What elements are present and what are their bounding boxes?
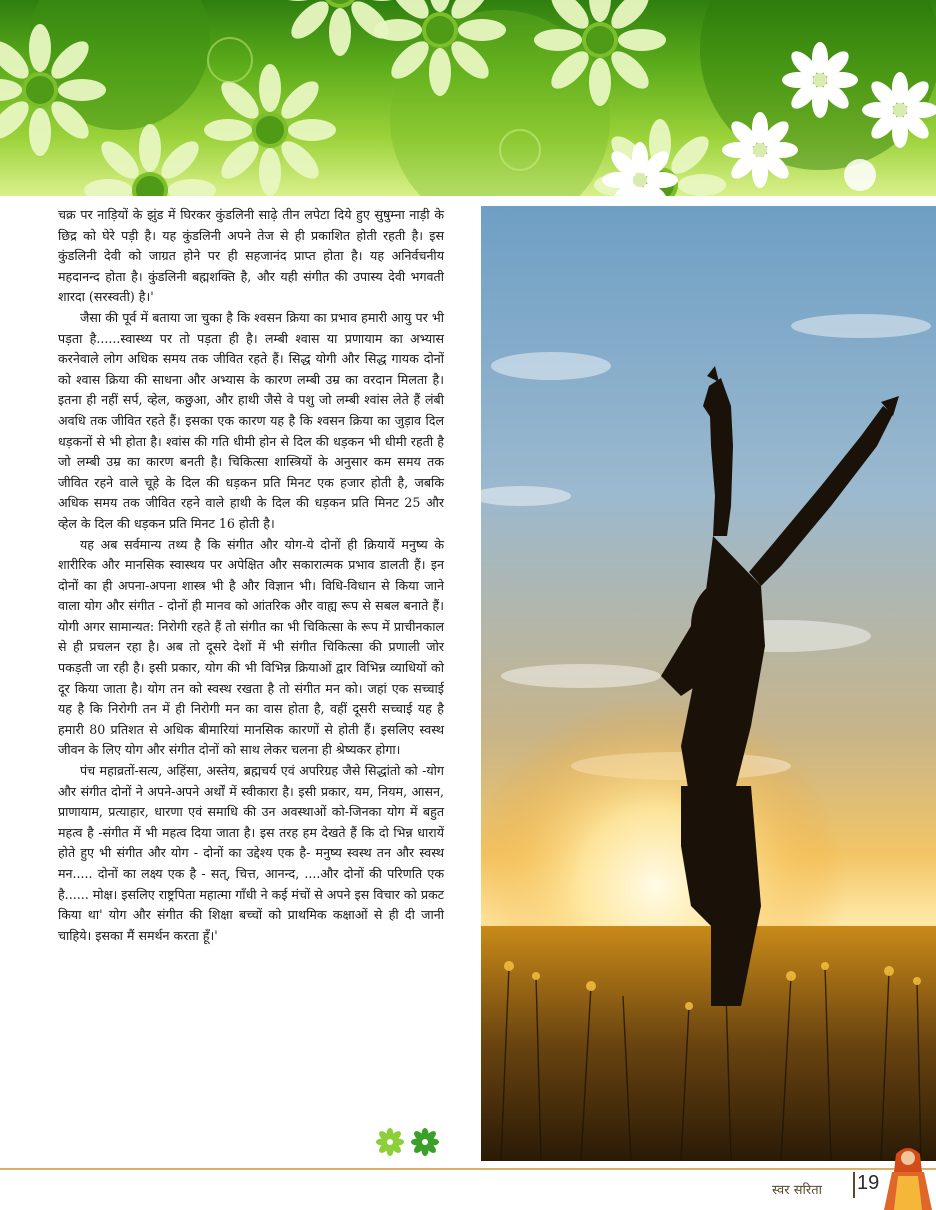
paragraph-4: पंच महाव्रतों-सत्य, अहिंसा, अस्तेय, ब्रह्मचर्य एवं अपरिग्रह जैसे सिद्धांतो को -योग और संगीत दोनों ने अपने-अपने अर्थों में स्वीकारा है। इसी प्रकार, यम, नियम, आसन, प्राणायाम, प्रत्याहार, धारणा एवं समाधि की उन अवस्थाओं को-जिनका योग में बहुत महत्व है -संगीत में भी महत्व दिया जाता है। इस तरह हम देखते हैं कि दो भिन्न धारायें होते हुए भी संगीत और योग - दोनों का उद्देश्य एक है- मनुष्य स्वस्थ तन और स्वस्थ मन..... दोनों का लक्ष्य एक है - सत्, चित्त, आनन्द, ....और दोनों की परिणति एक है...... मोक्ष। इसलिए राष्ट्रपिता महात्मा गाँधी ने कई मंचों से अपने इस विचार को प्रकट किया था' योग और संगीत की शिक्षा बच्चों को प्राथमिक कक्षाओं से ही दी जानी चाहिये। इसका मैं समर्थन करता हूँ।' [58, 763, 445, 943]
yoga-silhouette-photo [481, 206, 936, 1161]
footer-rule [0, 1168, 936, 1170]
paragraph-2: जैसा की पूर्व में बताया जा चुका है कि श्वसन क्रिया का प्रभाव हमारी आयु पर भी पड़ता है......स्वास्थ्य पर तो पड़ता ही है। लम्बी श्वास या प्रणायाम का अभ्यास करनेवाले लोग अधिक समय तक जीवित रहते हैं। सिद्ध योगी और सिद्ध गायक दोनों को श्वास क्रिया की साधना और अभ्यास के कारण लम्बी उम्र का वरदान मिलता है। इतना ही नहीं सर्प, व्हेल, कछुआ, और हाथी जैसे वे पशु जो लम्बी श्वांस लेते हैं लंबी अवधि तक जीवित रहते हैं। इसका एक कारण यह है कि श्वसन क्रिया का जुड़ाव दिल धड़कनों से भी होता है। श्वांस की गति धीमी होन से दिल की धड़कन भी धीमी रहती है जो लम्बी उम्र का कारण बनती है। चिकित्सा शास्त्रियों के अनुसार कम समय तक जीवित रहने वाले चूहे के दिल की धड़कन प्रति मिनट एक हजार होती है, जबकि अधिक समय तक जीवित रहने वाले हाथी के दिल की धड़कन प्रति मिनट 25 और व्हेल के दिल की धड़कन प्रति मिनट 16 होती है। [58, 309, 444, 531]
magazine-name: स्वर सरिता [772, 1183, 822, 1198]
header-banner [0, 0, 936, 196]
paragraph-1: चक्र पर नाड़ियों के झुंड में घिरकर कुंडलिनी साढ़े तीन लपेटा दिये हुए सुषुम्ना नाड़ी के छिद्र को घेरे पड़ी है। यह कुंडलिनी अपने तेज से ही प्रकाशित होती रहती है। इस कुंडलिनी देवी को जाग्रत होने पर ही सहजानंद प्राप्त होता है। यह अनिर्वचनीय महदानन्द होता है। कुंडलिनी बह्मशक्ति है, और यही संगीत की उपास्य देवी भगवती शारदा (सरस्वती) है।' [58, 207, 444, 305]
paragraph-3: यह अब सर्वमान्य तथ्य है कि संगीत और योग-ये दोनों ही क्रियायें मनुष्य के शारीरिक और मानसिक स्वास्थय पर अपेक्षित और सकारात्मक प्रभाव डालती हैं। इन दोनों का ही अपना-अपना शास्त्र भी है और विज्ञान भी। विधि-विधान से किया जाने वाला योग और संगीत - दोनों ही मानव को आंतरिक और वाह्य रूप से सबल बनाते हैं। योगी अगर सामान्यत: निरोगी रहते हैं तो संगीत का भी चिकित्सा के रूप में प्राचीनकाल से ही प्रचलन रहा है। अब तो दूसरे देशों में भी संगीत चिकित्सा की प्रणाली जोर पकड़ती जा रही है। इसी प्रकार, योग की भी विभिन्न क्रियाओं द्वार विभिन्न व्याधियों को दूर किया जाता है। योग तन को स्वस्थ रखता है तो संगीत मन को। जहां एक सच्चाई यह है कि निरोगी तन में ही निरोगी मन का वास होता है, वहीं दूसरी सच्चाई यह है हमारी 80 प्रतिशत से अधिक बीमारियां मानसिक कारणों से होती हैं। इसलिए स्वस्थ जीवन के लिए योग और संगीत दोनों को साथ लेकर चलना ही श्रेष्यकर होगा। [58, 536, 444, 758]
footer-separator [853, 1172, 855, 1198]
woman-figure-icon [878, 1142, 936, 1210]
flower-ornament-icons [375, 1128, 445, 1156]
page-number: 19 [857, 1172, 880, 1194]
article-body [58, 205, 444, 946]
flower-pattern [0, 0, 936, 196]
